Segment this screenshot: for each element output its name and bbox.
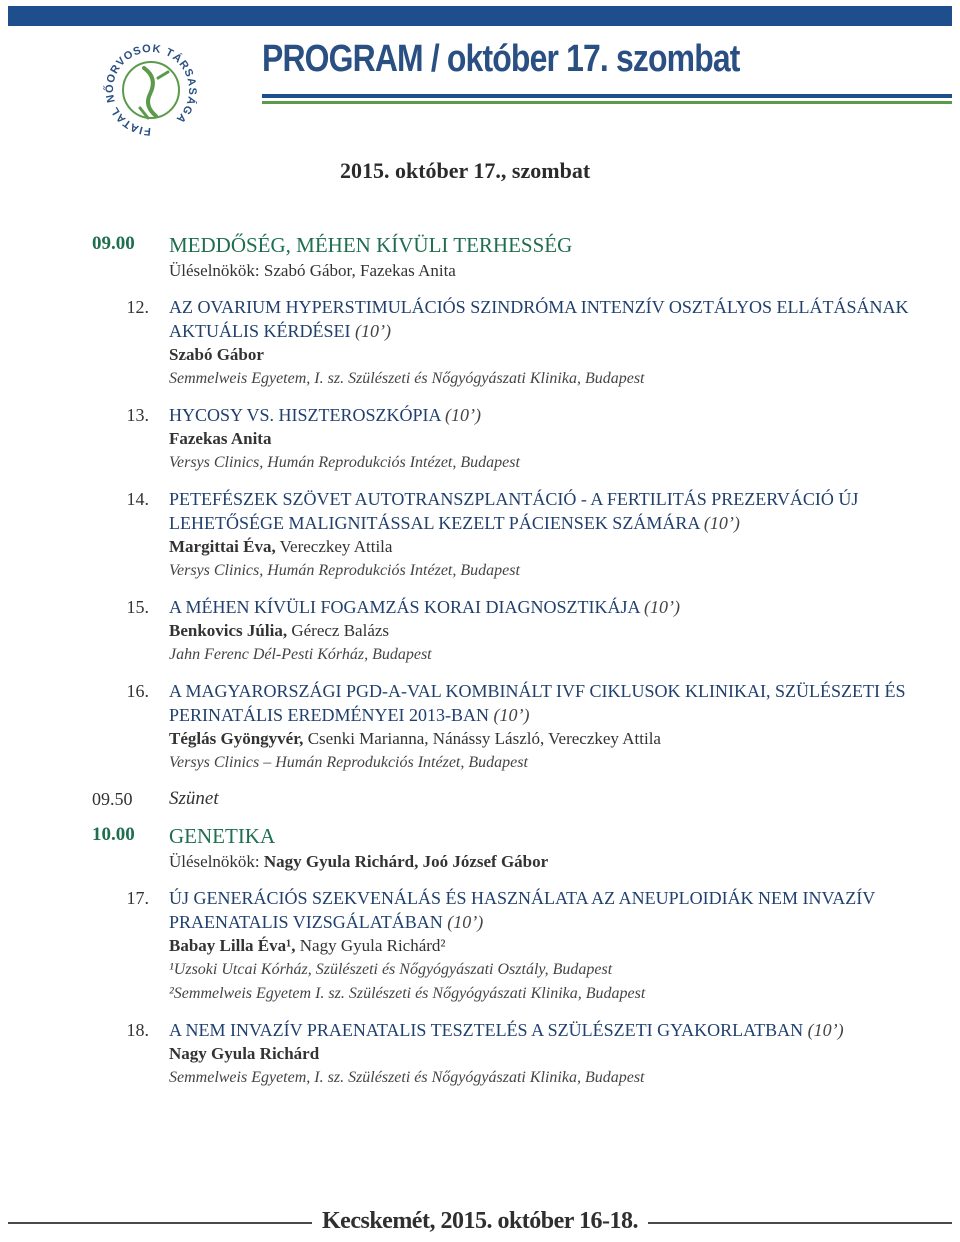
talk-18 [92,1018,942,1090]
talk-title-text: A MÉHEN KÍVÜLI FOGAMZÁS KORAI DIAGNOSZTIKÁJA [169,597,640,617]
talk-duration: (10’) [447,912,484,932]
break-time: 09.50 [92,789,133,809]
talk-14 [92,487,942,583]
talk-17 [92,886,942,1006]
talk-duration: (10’) [445,405,482,425]
talk-institution: Versys Clinics, Humán Reprodukciós Intézet, Budapest [169,562,520,579]
session-time: 10.00 [92,824,135,845]
talk-duration: (10’) [644,597,680,617]
lead-speaker: Fazekas Anita [169,429,272,448]
talk-speakers [169,934,942,958]
talk-duration: (10’) [703,513,740,533]
talk-institution: ¹Uzsoki Utcai Kórház, Szülészeti és Nőgyógyászati Osztály, Budapest [169,961,613,978]
talk-title-text: A NEM INVAZÍV PRAENATALIS TESZTELÉS A SZÜLÉSZETI GYAKORLATBAN [169,1020,804,1040]
co-speakers: Gérecz Balázs [287,621,390,640]
talk-institution: Versys Clinics, Humán Reprodukciós Intézet, Budapest [169,454,520,471]
talk-title [169,403,942,427]
break-label: Szünet [169,788,219,809]
talk-institution: Semmelweis Egyetem, I. sz. Szülészeti és Nőgyógyászati Klinika, Budapest [169,370,645,387]
talk-title [169,886,942,934]
chairs-label: Üléselnökök: [169,852,264,871]
talk-13 [92,403,942,475]
talk-title [169,1018,942,1042]
talk-institution: Semmelweis Egyetem, I. sz. Szülészeti és Nőgyógyászati Klinika, Budapest [169,1069,645,1086]
talk-institution: ²Semmelweis Egyetem I. sz. Szülészeti és Nőgyógyászati Klinika, Budapest [169,985,646,1002]
talk-duration: (10’) [807,1020,844,1040]
co-speakers: Csenki Marianna, Nánássy László, Vereczkey Attila [303,729,661,748]
talk-15 [92,595,942,667]
program-date: 2015. október 17., szombat [340,158,591,183]
footer-location-date: Kecskemét, 2015. október 16-18. [312,1208,648,1235]
talk-title [169,595,942,619]
session-chairs [169,850,942,874]
talk-title [169,679,942,727]
talk-speakers [169,535,942,559]
session-title: GENETIKA [169,824,276,848]
talk-institution: Versys Clinics – Humán Reprodukciós Intézet, Budapest [169,754,528,771]
talk-number: 12. [126,297,149,317]
talk-duration: (10’) [355,321,391,341]
lead-speaker: Babay Lilla Éva¹, [169,936,296,955]
lead-speaker: Margittai Éva, [169,537,276,556]
talk-title-text: ÚJ GENERÁCIÓS SZEKVENÁLÁS ÉS HASZNÁLATA AZ ANEUPLOIDIÁK NEM INVAZÍV PRAENATALIS VIZSGÁLATÁBAN [169,888,875,932]
session-fertility [92,232,942,283]
co-speakers: Nagy Gyula Richárd² [295,936,446,955]
chairs-label: Üléselnökök: [169,261,264,280]
talk-number: 15. [126,597,149,617]
talk-title [169,487,942,535]
session-time: 09.00 [92,233,135,254]
talk-number: 13. [126,405,149,425]
talk-title-text: AZ OVARIUM HYPERSTIMULÁCIÓS SZINDRÓMA INTENZÍV OSZTÁLYOS ELLÁTÁSÁNAK AKTUÁLIS KÉRDÉSEI [169,297,909,341]
talk-institution: Jahn Ferenc Dél-Pesti Kórház, Budapest [169,646,432,663]
top-color-bar [8,6,952,26]
talk-speakers [169,1042,942,1066]
lead-speaker: Szabó Gábor [169,345,264,364]
talk-title-text: PETEFÉSZEK SZÖVET AUTOTRANSZPLANTÁCIÓ - A FERTILITÁS PREZERVÁCIÓ ÚJ LEHETŐSÉGE MALIGNITÁSSAL KEZELT PÁCIENSEK SZÁMÁRA [169,489,859,533]
talk-number: 18. [126,1020,149,1040]
session-genetics [92,823,942,874]
header-rule-accent [262,101,952,104]
chairs-names: Nagy Gyula Richárd, Joó József Gábor [263,852,549,871]
chairs-names: Szabó Gábor, Fazekas Anita [263,261,456,280]
break-row [92,787,942,811]
logo-ring-text: FIATAL NŐORVOSOK TÁRSASÁGA [103,42,199,138]
co-speakers: Vereczkey Attila [275,537,393,556]
talk-title [169,295,942,343]
page-header-title: PROGRAM / október 17. szombat [262,38,740,80]
talk-speakers [169,619,942,643]
talk-number: 14. [126,489,149,509]
talk-title-text: HYCOSY VS. HISZTEROSZKÓPIA [169,405,441,425]
talk-speakers [169,343,942,367]
session-title: MEDDŐSÉG, MÉHEN KÍVÜLI TERHESSÉG [169,233,573,257]
lead-speaker: Nagy Gyula Richárd [169,1044,320,1063]
header-rule [262,94,952,98]
talk-number: 16. [126,681,149,701]
talk-duration: (10’) [493,705,530,725]
talk-speakers [169,727,942,751]
lead-speaker: Téglás Gyöngyvér, [169,729,304,748]
society-logo [96,38,206,142]
lead-speaker: Benkovics Júlia, [169,621,288,640]
talk-16 [92,679,942,775]
program-list [92,232,942,1102]
session-chairs [169,259,942,283]
talk-title-text: A MAGYARORSZÁGI PGD-A-VAL KOMBINÁLT IVF CIKLUSOK KLINIKAI, SZÜLÉSZETI ÉS PERINATÁLIS EREDMÉNYEI 2013-BAN [169,681,906,725]
talk-speakers [169,427,942,451]
talk-number: 17. [126,888,149,908]
talk-12 [92,295,942,391]
